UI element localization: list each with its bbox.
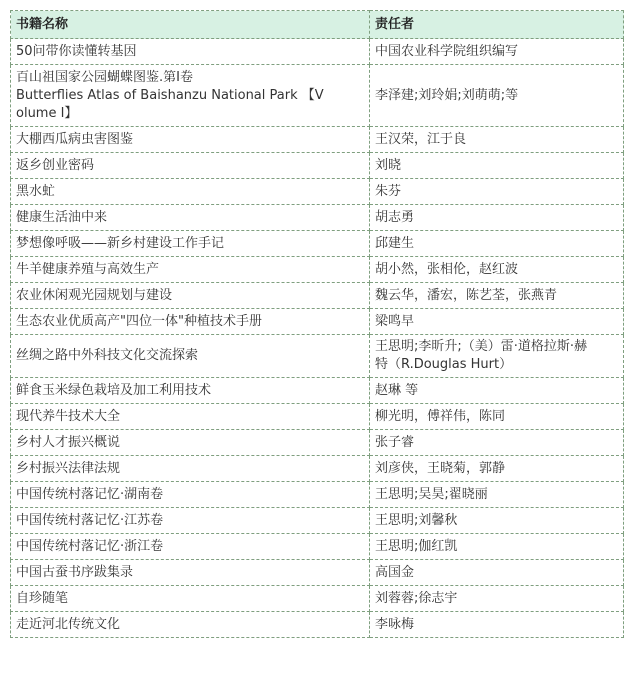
book-title-cell: 乡村振兴法律法规 xyxy=(11,456,370,482)
author-cell: 王思明;伽红凯 xyxy=(370,534,624,560)
table-row xyxy=(11,430,624,456)
book-title-cell: 黑水虻 xyxy=(11,179,370,205)
book-title-cell: 50问带你读懂转基因 xyxy=(11,39,370,65)
book-title-cell: 大棚西瓜病虫害图鉴 xyxy=(11,127,370,153)
author-cell: 王思明;刘馨秋 xyxy=(370,508,624,534)
author-cell: 邱建生 xyxy=(370,231,624,257)
book-title-cell: 中国古蚕书序跋集录 xyxy=(11,560,370,586)
author-cell: 刘蓉蓉;徐志宇 xyxy=(370,586,624,612)
table-row xyxy=(11,179,624,205)
table-row xyxy=(11,560,624,586)
author-cell: 朱芬 xyxy=(370,179,624,205)
author-cell: 王思明;吴昊;翟晓丽 xyxy=(370,482,624,508)
author-cell: 刘晓 xyxy=(370,153,624,179)
header-author: 责任者 xyxy=(370,11,624,39)
book-title-cell: 现代养牛技术大全 xyxy=(11,404,370,430)
book-table-container xyxy=(10,10,623,638)
book-title-cell: 自珍随笔 xyxy=(11,586,370,612)
table-row xyxy=(11,335,624,378)
author-line: 王思明;李昕升;（美）雷·道格拉斯·赫 xyxy=(375,339,588,354)
author-cell: 中国农业科学院组织编写 xyxy=(370,39,624,65)
table-row xyxy=(11,612,624,638)
table-row xyxy=(11,586,624,612)
table-row xyxy=(11,39,624,65)
table-row xyxy=(11,309,624,335)
table-row xyxy=(11,534,624,560)
table-row xyxy=(11,378,624,404)
table-row xyxy=(11,482,624,508)
author-cell: 李咏梅 xyxy=(370,612,624,638)
book-title-cell: 中国传统村落记忆·湖南卷 xyxy=(11,482,370,508)
author-cell: 魏云华，潘宏，陈艺荃，张燕青 xyxy=(370,283,624,309)
book-title-line: Butterflies Atlas of Baishanzu National Park 【V xyxy=(16,87,324,103)
book-title-cell: 梦想像呼吸——新乡村建设工作手记 xyxy=(11,231,370,257)
author-cell: 张子睿 xyxy=(370,430,624,456)
author-cell xyxy=(370,335,624,378)
author-cell: 胡志勇 xyxy=(370,205,624,231)
book-title-line: olume Ⅰ】 xyxy=(16,105,78,121)
author-cell: 梁鸣早 xyxy=(370,309,624,335)
table-row xyxy=(11,153,624,179)
author-line: 特（R.Douglas Hurt） xyxy=(375,357,513,372)
book-title-cell: 农业休闲观光园规划与建设 xyxy=(11,283,370,309)
book-title-cell: 走近河北传统文化 xyxy=(11,612,370,638)
table-row xyxy=(11,65,624,127)
book-title-cell: 健康生活油中来 xyxy=(11,205,370,231)
author-cell: 王汉荣，江于良 xyxy=(370,127,624,153)
table-row xyxy=(11,508,624,534)
table-row xyxy=(11,283,624,309)
book-title-cell: 鲜食玉米绿色栽培及加工利用技术 xyxy=(11,378,370,404)
book-title-cell: 中国传统村落记忆·江苏卷 xyxy=(11,508,370,534)
book-title-cell: 生态农业优质高产"四位一体"种植技术手册 xyxy=(11,309,370,335)
book-title-cell: 丝绸之路中外科技文化交流探索 xyxy=(11,335,370,378)
book-title-cell: 中国传统村落记忆·浙江卷 xyxy=(11,534,370,560)
author-cell: 胡小然，张相伦，赵红波 xyxy=(370,257,624,283)
table-row xyxy=(11,257,624,283)
table-row xyxy=(11,127,624,153)
author-cell: 柳光明，傅祥伟，陈同 xyxy=(370,404,624,430)
table-row xyxy=(11,456,624,482)
book-title-line: 百山祖国家公园蝴蝶图鉴.第Ⅰ卷 xyxy=(16,69,193,85)
table-row xyxy=(11,231,624,257)
table-row xyxy=(11,404,624,430)
book-title-cell: 返乡创业密码 xyxy=(11,153,370,179)
header-book-title: 书籍名称 xyxy=(11,11,370,39)
table-row xyxy=(11,205,624,231)
author-cell: 赵琳 等 xyxy=(370,378,624,404)
book-title-cell: 乡村人才振兴概说 xyxy=(11,430,370,456)
book-table xyxy=(10,10,624,638)
author-cell: 李泽建;刘玲娟;刘萌萌;等 xyxy=(370,65,624,127)
author-cell: 刘彦侠，王晓菊，郭静 xyxy=(370,456,624,482)
book-title-cell: 牛羊健康养殖与高效生产 xyxy=(11,257,370,283)
author-cell: 高国金 xyxy=(370,560,624,586)
table-header-row xyxy=(11,11,624,39)
book-title-cell xyxy=(11,65,370,127)
